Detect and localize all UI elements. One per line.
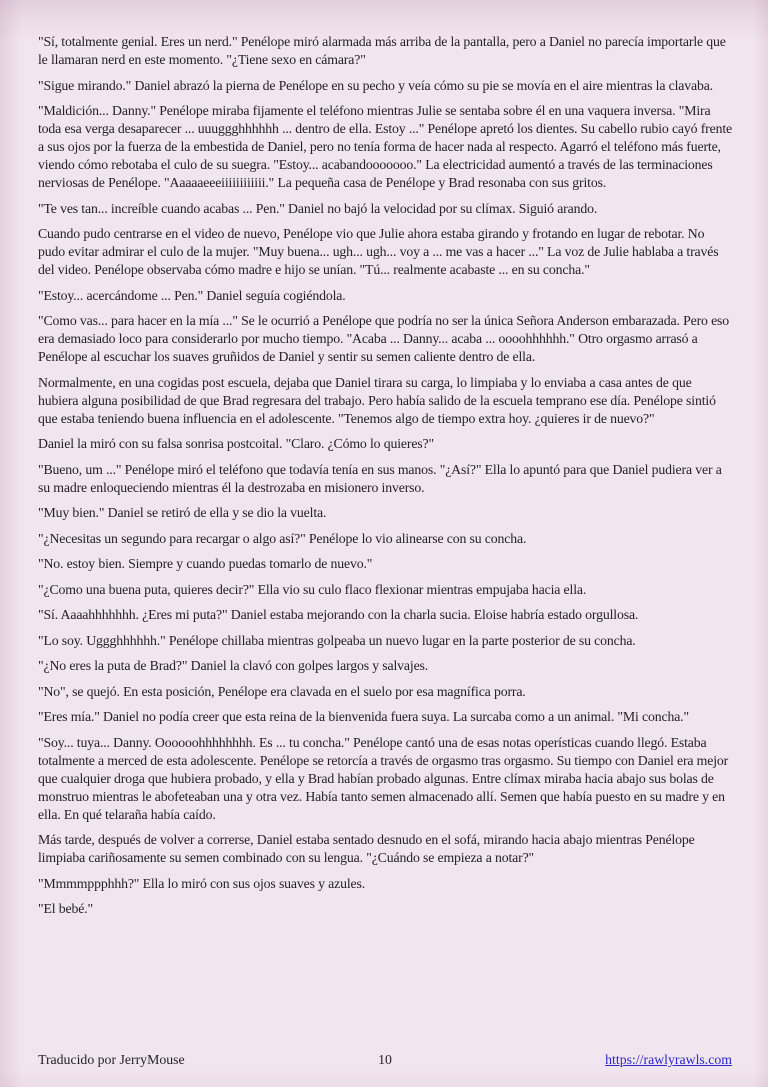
paragraph: Cuando pudo centrarse en el video de nuevo, Penélope vio que Julie ahora estaba girando y frotando en lugar de rebotar. No pudo evitar admirar el culo de la mujer. "Muy buena... ugh... ugh... voy a ... me vas a hacer ..." La voz de Julie hablaba a través del video. Penélope observaba cómo madre e hijo se unían. "Tú... realmente acabaste ... en su concha." (38, 226, 719, 277)
paragraph: "Soy... tuya... Danny. Oooooohhhhhhhh. Es ... tu concha." Penélope cantó una de esas notas operísticas cuando llegó. Estaba totalmente a merced de esta adolescente. Penélope se retorcía a través de orgasmo tras orgasmo. Su tiempo con Daniel era mejor que cualquier droga que hubiera probado, y ella y Brad habían probado algunas. Entre clímax miraba hacia abajo sus bolas de monstruo mientras le abofeteaban una y otra vez. Había tanto semen almacenado allí. Semen que había puesto en su madre y en ella. En qué telaraña había caído. (38, 734, 729, 822)
page-footer (38, 1051, 732, 1069)
paragraph: "Eres mía." Daniel no podía creer que esta reina de la bienvenida fuera suya. La surcaba como a un animal. "Mi concha." (38, 709, 689, 724)
paragraph: "Sí, totalmente genial. Eres un nerd." Penélope miró alarmada más arriba de la pantalla, pero a Daniel no parecía importarle que le llamaran nerd en este momento. "¿Tiene sexo en cámara?" (38, 34, 726, 67)
paragraph: "Muy bien." Daniel se retiró de ella y se dio la vuelta. (38, 505, 327, 520)
paragraph: "Sí. Aaaahhhhhhh. ¿Eres mi puta?" Daniel estaba mejorando con la charla sucia. Eloise habría estado orgullosa. (38, 607, 639, 622)
paragraph: "Como vas... para hacer en la mía ..." Se le ocurrió a Penélope que podría no ser la única Señora Anderson embarazada. Pero eso era demasiado loco para considerarlo por mucho tiempo. "Acaba ... Danny... acaba ... oooohhhhhh." Otro orgasmo arrasó a Penélope al escuchar los suaves gruñidos de Daniel y sentir su semen caliente dentro de ella. (38, 313, 730, 364)
paragraph: "Lo soy. Uggghhhhhh." Penélope chillaba mientras golpeaba un nuevo lugar en la parte posterior de su concha. (38, 632, 636, 648)
paragraph: "No. estoy bien. Siempre y cuando puedas tomarlo de nuevo." (38, 556, 373, 571)
paragraph: "Maldición... Danny." Penélope miraba fijamente el teléfono mientras Julie se sentaba sobre él en una vaquera inversa. "Mira toda esa verga desaparecer ... uuuggghhhhhh ... dentro de ella. Estoy ..." Penélope apretó los dientes. Su cabello rubio cayó frente a sus ojos por la fuerza de la embestida de Daniel, pero no tenía forma de hacer nada al respecto. Agarró el teléfono más fuerte, viendo cómo rebotaba el culo de su suegra. "Estoy... acabandooooooo." La electricidad aumentó a través de las terminaciones nerviosas de Penélope. "Aaaaaeeeiiiiiiiiiiii." La pequeña casa de Penélope y Brad resonaba con sus gritos. (38, 103, 732, 190)
paragraph: "El bebé." (38, 901, 93, 916)
paragraph: Más tarde, después de volver a correrse, Daniel estaba sentado desnudo en el sofá, mirando hacia abajo mientras Penélope limpiaba cariñosamente su semen combinado con su lengua. "¿Cuándo se empieza a notar?" (38, 832, 695, 865)
page-text (38, 33, 732, 926)
page-number: 10 (378, 1052, 392, 1067)
paragraph: Normalmente, en una cogidas post escuela, dejaba que Daniel tirara su carga, lo limpiaba y lo enviaba a casa antes de que hubiera alguna posibilidad de que Brad regresara del trabajo. Pero había salido de la escuela temprano ese día. Penélope sintió que estaba teniendo buena influencia en el adolescente. "Tenemos algo de tiempo extra hoy. ¿quieres ir de nuevo?" (38, 374, 716, 426)
footer-translator-credit: Traducido por JerryMouse (38, 1052, 185, 1067)
paragraph: "¿Necesitas un segundo para recargar o algo así?" Penélope lo vio alinearse con su concha. (38, 530, 527, 546)
paragraph: "Bueno, um ..." Penélope miró el teléfono que todavía tenía en sus manos. "¿Así?" Ella lo apuntó para que Daniel pudiera ver a su madre enloqueciendo mientras él la destrozaba en misionero inverso. (38, 461, 722, 495)
paragraph: "¿Como una buena puta, quieres decir?" Ella vio su culo flaco flexionar mientras empujaba hacia ella. (38, 581, 587, 597)
paragraph: "Mmmmppphhh?" Ella lo miró con sus ojos suaves y azules. (38, 875, 366, 891)
paragraph: "Te ves tan... increíble cuando acabas ... Pen." Daniel no bajó la velocidad por su clímax. Siguió arando. (38, 200, 598, 216)
paragraph: "Sigue mirando." Daniel abrazó la pierna de Penélope en su pecho y veía cómo su pie se movía en el aire mientras la clavaba. (38, 77, 713, 93)
paragraph: "¿No eres la puta de Brad?" Daniel la clavó con golpes largos y salvajes. (38, 658, 429, 673)
footer-site-link[interactable]: https://rawlyrawls.com (605, 1052, 732, 1067)
paragraph: "Estoy... acercándome ... Pen." Daniel seguía cogiéndola. (38, 287, 346, 303)
paragraph: "No", se quejó. En esta posición, Penélope era clavada en el suelo por esa magnífica porra. (38, 683, 526, 699)
paragraph: Daniel la miró con su falsa sonrisa postcoital. "Claro. ¿Cómo lo quieres?" (38, 436, 434, 451)
